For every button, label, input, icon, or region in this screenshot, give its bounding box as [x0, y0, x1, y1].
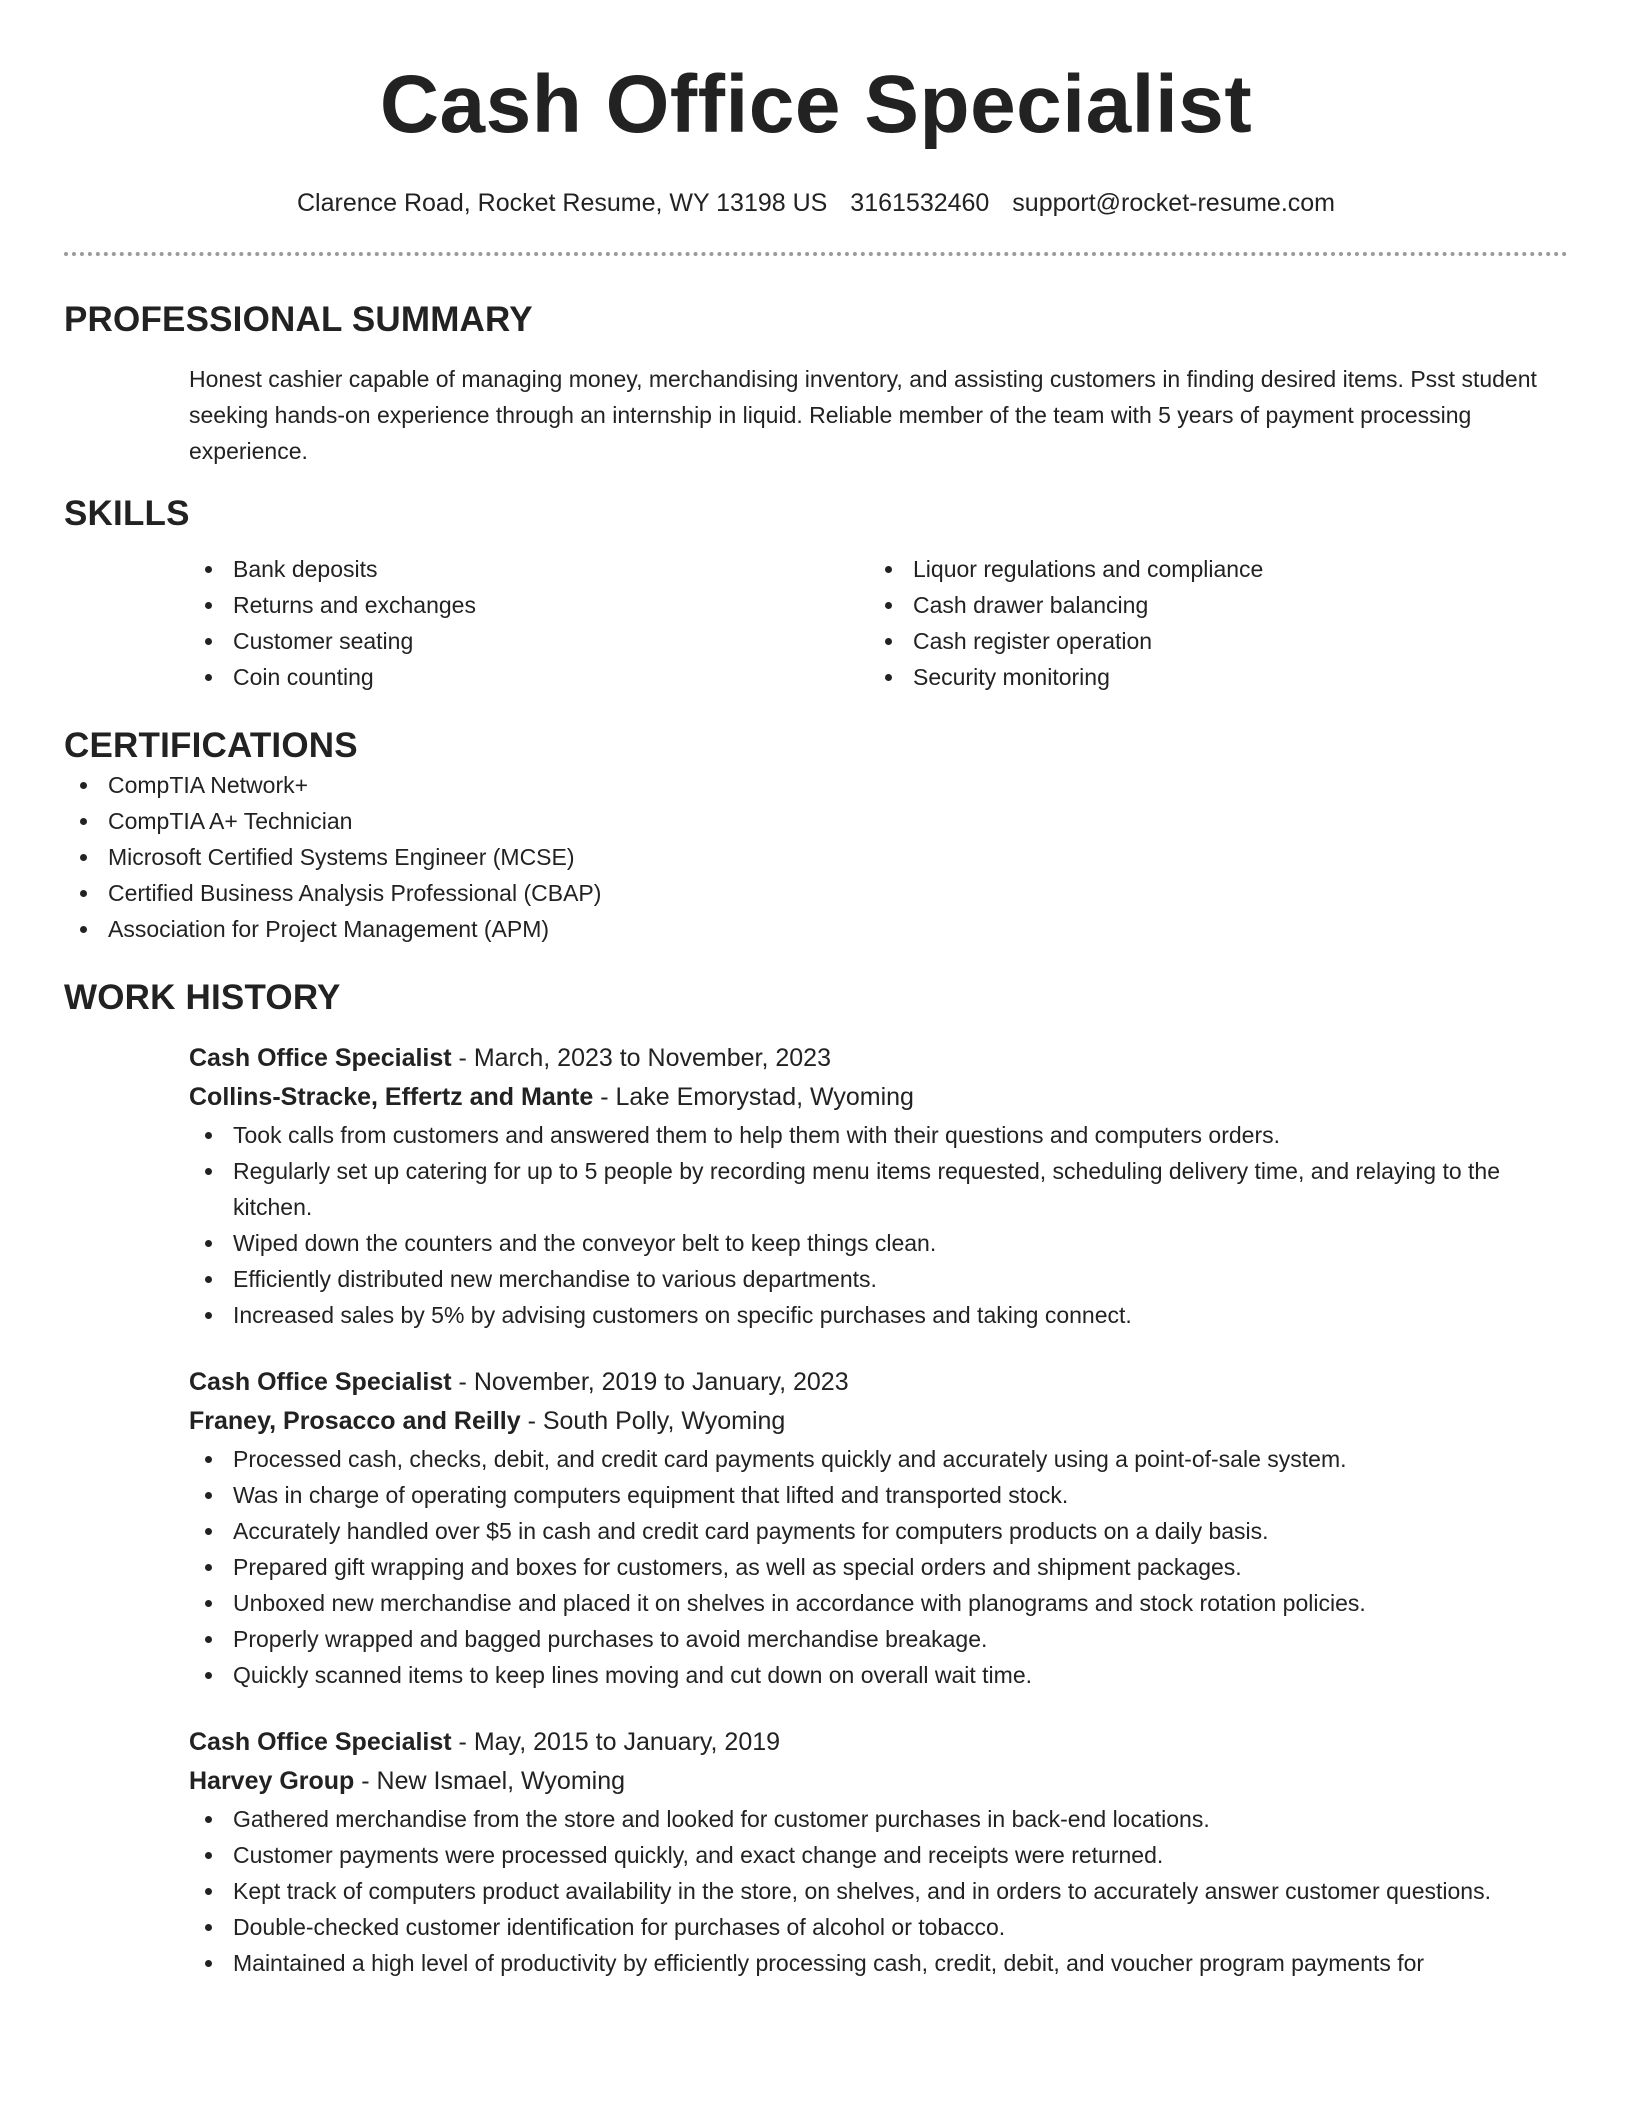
certification-item: CompTIA A+ Technician [64, 803, 1568, 839]
job-duty-item: Was in charge of operating computers equipment that lifted and transported stock. [189, 1477, 1568, 1513]
contact-phone: 3161532460 [850, 189, 990, 217]
contact-email: support@rocket-resume.com [1012, 189, 1336, 217]
job-duty-item: Gathered merchandise from the store and looked for customer purchases in back-end locations. [189, 1801, 1568, 1837]
job-duties [189, 1801, 1568, 1981]
skill-item: Cash register operation [869, 623, 1549, 659]
certification-item: Microsoft Certified Systems Engineer (MCSE) [64, 839, 1568, 875]
job-duty-item: Wiped down the counters and the conveyor belt to keep things clean. [189, 1225, 1568, 1261]
section-title-certifications: CERTIFICATIONS [64, 726, 358, 765]
job-duty-item: Regularly set up catering for up to 5 people by recording menu items requested, scheduling delivery time, and relaying to the kitchen. [189, 1153, 1568, 1225]
job-duty-item: Double-checked customer identification for purchases of alcohol or tobacco. [189, 1909, 1568, 1945]
job-duties [189, 1117, 1568, 1333]
job-entry [189, 1723, 1568, 1981]
skill-item: Security monitoring [869, 659, 1549, 695]
summary-text: Honest cashier capable of managing money, merchandising inventory, and assisting customers in finding desired items. Psst student seeking hands-on experience through an internship in liquid. Reliable member of the team with 5 years of payment processing experience. [189, 366, 1537, 464]
job-company-line [189, 1402, 1568, 1441]
skill-item: Cash drawer balancing [869, 587, 1549, 623]
job-duty-item: Efficiently distributed new merchandise to various departments. [189, 1261, 1568, 1297]
job-duty-item: Kept track of computers product availability in the store, on shelves, and in orders to accurately answer customer questions. [189, 1873, 1568, 1909]
job-entry [189, 1039, 1568, 1333]
job-duty-item: Maintained a high level of productivity by efficiently processing cash, credit, debit, and voucher program payments for [189, 1945, 1568, 1981]
header-divider [64, 252, 1568, 256]
job-location: - South Polly, Wyoming [520, 1407, 786, 1435]
certification-item: Association for Project Management (APM) [64, 911, 1568, 947]
job-duty-item: Processed cash, checks, debit, and credit card payments quickly and accurately using a point-of-sale system. [189, 1441, 1568, 1477]
job-company: Collins-Stracke, Effertz and Mante [189, 1083, 594, 1111]
skills-column-left [189, 551, 869, 695]
job-company: Harvey Group [189, 1767, 355, 1795]
skill-item: Returns and exchanges [189, 587, 869, 623]
job-duties [189, 1441, 1568, 1693]
job-duty-item: Customer payments were processed quickly, and exact change and receipts were returned. [189, 1837, 1568, 1873]
section-title-summary: PROFESSIONAL SUMMARY [64, 300, 533, 339]
job-duty-item: Properly wrapped and bagged purchases to avoid merchandise breakage. [189, 1621, 1568, 1657]
job-dates: - May, 2015 to January, 2019 [451, 1728, 781, 1756]
job-duty-item: Took calls from customers and answered them to help them with their questions and computers orders. [189, 1117, 1568, 1153]
job-location: - New Ismael, Wyoming [354, 1767, 626, 1795]
job-duty-item: Accurately handled over $5 in cash and credit card payments for computers products on a daily basis. [189, 1513, 1568, 1549]
job-location: - Lake Emorystad, Wyoming [593, 1083, 914, 1111]
skill-item: Coin counting [189, 659, 869, 695]
job-duty-item: Unboxed new merchandise and placed it on shelves in accordance with planograms and stock rotation policies. [189, 1585, 1568, 1621]
job-entry [189, 1363, 1568, 1693]
job-company: Franey, Prosacco and Reilly [189, 1407, 521, 1435]
job-role: Cash Office Specialist [189, 1044, 452, 1072]
certification-item: Certified Business Analysis Professional (CBAP) [64, 875, 1568, 911]
job-duty-item: Prepared gift wrapping and boxes for customers, as well as special orders and shipment packages. [189, 1549, 1568, 1585]
job-title-line [189, 1363, 1568, 1402]
job-duty-item: Quickly scanned items to keep lines moving and cut down on overall wait time. [189, 1657, 1568, 1693]
contact-address: Clarence Road, Rocket Resume, WY 13198 US [296, 189, 828, 217]
skill-item: Customer seating [189, 623, 869, 659]
skill-item: Liquor regulations and compliance [869, 551, 1549, 587]
job-company-line [189, 1078, 1568, 1117]
job-role: Cash Office Specialist [189, 1728, 452, 1756]
certifications-list [64, 767, 1568, 947]
job-duty-item: Increased sales by 5% by advising customers on specific purchases and taking connect. [189, 1297, 1568, 1333]
job-title-line [189, 1039, 1568, 1078]
candidate-name: Cash Office Specialist [379, 59, 1253, 150]
job-dates: - March, 2023 to November, 2023 [451, 1044, 831, 1072]
job-company-line [189, 1762, 1568, 1801]
section-title-work-history: WORK HISTORY [64, 978, 341, 1017]
skill-item: Bank deposits [189, 551, 869, 587]
job-dates: - November, 2019 to January, 2023 [451, 1368, 849, 1396]
section-title-skills: SKILLS [64, 494, 190, 533]
skills-column-right [869, 551, 1549, 695]
skills-list [189, 551, 1568, 695]
contact-info [64, 188, 1568, 218]
certification-item: CompTIA Network+ [64, 767, 1568, 803]
job-title-line [189, 1723, 1568, 1762]
job-role: Cash Office Specialist [189, 1368, 452, 1396]
